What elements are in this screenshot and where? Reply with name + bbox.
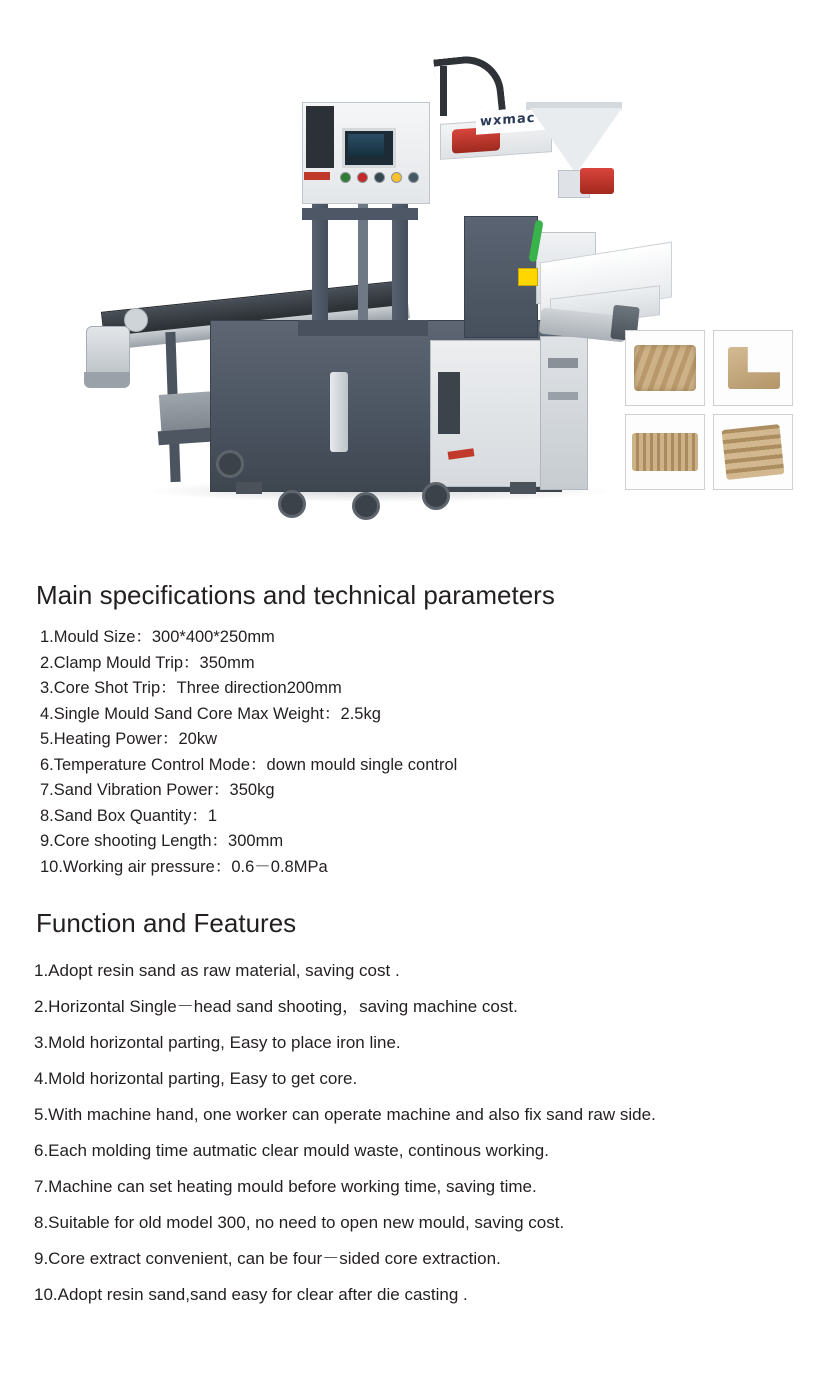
- list-item: 4.Mold horizontal parting, Easy to get core.: [34, 1069, 358, 1088]
- list-item: 9.Core extract convenient, can be four－sided core extraction.: [34, 1249, 501, 1268]
- list-item: 7.Machine can set heating mould before working time, saving time.: [34, 1177, 537, 1196]
- list-item: 6.Each molding time autmatic clear mould waste, continous working.: [34, 1141, 549, 1160]
- sand-core-sample-2: [713, 330, 793, 406]
- list-item: 7.Sand Vibration Power：350kg: [40, 781, 275, 799]
- indicator-lamp-icon: [391, 172, 402, 183]
- features-title: Function and Features: [36, 908, 297, 938]
- caster-wheel: [216, 450, 244, 478]
- start-button-icon: [340, 172, 351, 183]
- features-list: [34, 953, 825, 1313]
- list-item: 2.Clamp Mould Trip：350mm: [40, 653, 255, 672]
- sand-core-shape-icon: [632, 433, 698, 471]
- sand-core-sample-3: [625, 414, 705, 490]
- caster-wheel: [278, 490, 306, 518]
- list-item: 10.Working air pressure：0.6－0.8MPa: [40, 857, 328, 876]
- mode-switch-icon: [408, 172, 419, 183]
- sand-core-sample-4: [713, 414, 793, 490]
- list-item: 5.Heating Power：20kw: [40, 730, 218, 748]
- list-item: 8.Suitable for old model 300, no need to open new mould, saving cost.: [34, 1213, 565, 1232]
- list-item: 10.Adopt resin sand,sand easy for clear after die casting .: [34, 1285, 468, 1304]
- list-item: 5.With machine hand, one worker can operate machine and also fix sand raw side.: [34, 1105, 656, 1124]
- hmi-screen: [348, 134, 384, 156]
- brand-logo-text: wxmac: [480, 110, 536, 130]
- control-red-strip: [304, 172, 330, 180]
- machine-front-slot: [438, 372, 460, 434]
- vertical-cylinder: [330, 372, 348, 452]
- sand-core-shape-icon: [634, 345, 696, 391]
- cabinet-vent-upper: [548, 358, 578, 368]
- specifications-title: Main specifications and technical parameters: [36, 580, 555, 610]
- air-hose-drop: [440, 66, 447, 116]
- hopper-motor: [580, 168, 614, 194]
- sand-hopper: [530, 108, 622, 174]
- list-item: 9.Core shooting Length：300mm: [40, 832, 284, 850]
- list-item: 8.Sand Box Quantity：1: [40, 806, 218, 825]
- conveyor-motor-cap: [84, 372, 130, 388]
- core-shooting-machine-illustration: [40, 20, 640, 520]
- list-item: 6.Temperature Control Mode：down mould single control: [40, 755, 458, 774]
- product-description: [0, 540, 825, 1313]
- selector-switch-icon: [374, 172, 385, 183]
- machine-foot: [236, 482, 262, 494]
- control-cabinet-side-panel: [306, 106, 334, 168]
- sand-core-sample-1: [625, 330, 705, 406]
- stop-button-icon: [357, 172, 368, 183]
- list-item: 1.Mould Size：300*400*250mm: [40, 628, 275, 646]
- caster-wheel: [352, 492, 380, 520]
- list-item: 3.Mold horizontal parting, Easy to place iron line.: [34, 1033, 401, 1052]
- sand-core-sample-grid: [625, 330, 793, 490]
- warning-label-icon: [518, 268, 538, 286]
- list-item: 3.Core Shot Trip：Three direction200mm: [40, 679, 342, 697]
- list-item: 2.Horizontal Single－head sand shooting，saving machine cost.: [34, 997, 518, 1016]
- list-item: 1.Adopt resin sand as raw material, saving cost .: [34, 961, 400, 980]
- machine-foot: [510, 482, 536, 494]
- specifications-list: [40, 625, 825, 880]
- cabinet-vent-lower: [548, 392, 578, 400]
- cross-beam-lower: [298, 320, 428, 336]
- list-item: 4.Single Mould Sand Core Max Weight：2.5kg: [40, 704, 381, 723]
- sand-core-shape-icon: [728, 347, 780, 389]
- product-photo: [0, 0, 825, 540]
- cross-beam-upper: [302, 208, 418, 220]
- sand-core-shape-icon: [722, 424, 785, 480]
- caster-wheel: [422, 482, 450, 510]
- control-button-row: [340, 172, 419, 183]
